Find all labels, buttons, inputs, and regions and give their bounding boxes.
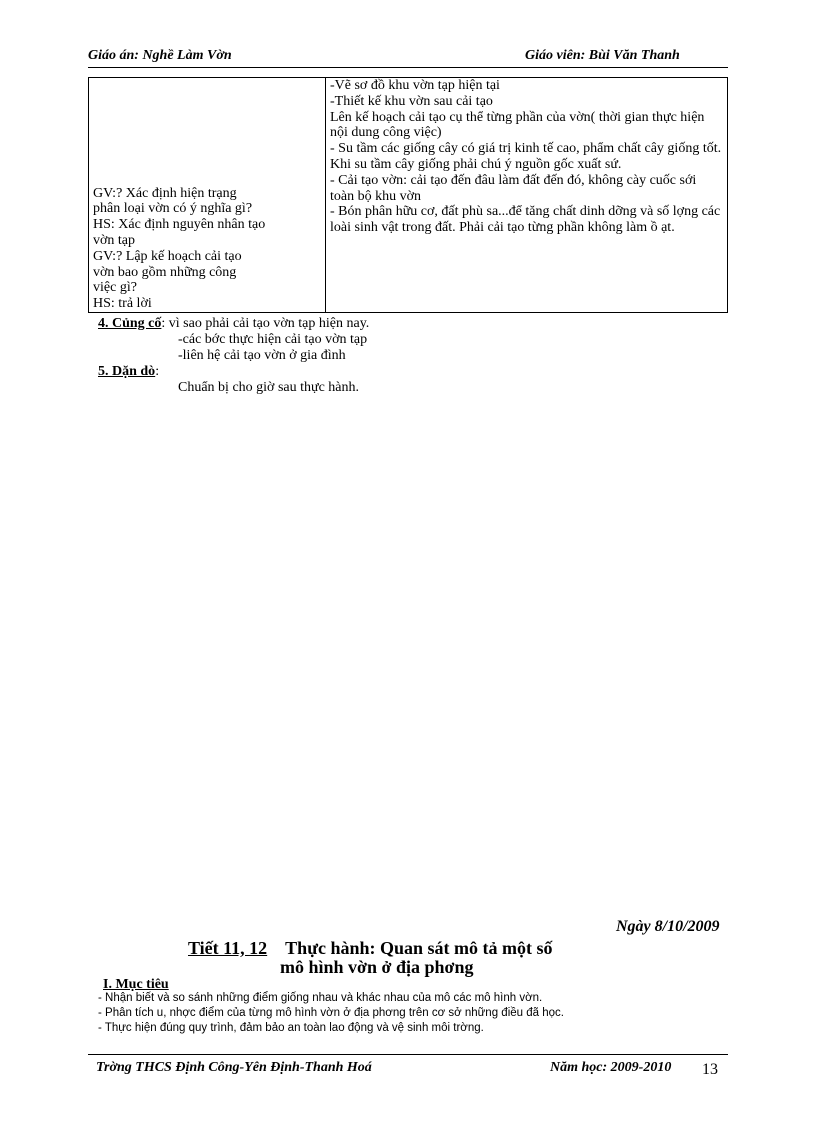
left-line: HS: Xác định nguyên nhân tạo [93, 217, 266, 233]
consolidation-label: 4. Củng cố [98, 316, 162, 331]
lesson-title-text: Thực hành: Quan sát mô tả một số [285, 938, 553, 958]
page-number: 13 [702, 1061, 718, 1078]
lesson-table [88, 77, 728, 313]
lesson-title-line-2: mô hình vờn ở địa phơng [280, 957, 474, 977]
consolidation-item: -liên hệ cải tạo vờn ở gia đình [178, 348, 346, 363]
footer-divider [88, 1054, 728, 1055]
content-cell [326, 78, 728, 313]
header-divider [88, 67, 728, 68]
homework-text: Chuẩn bị cho giờ sau thực hành. [178, 380, 360, 395]
left-line: GV:? Lập kế hoạch cải tạo [93, 248, 242, 264]
consolidation-text: : vì sao phải cải tạo vờn tạp hiện nay. [161, 316, 370, 331]
table-row [89, 78, 728, 313]
period-label: Tiết 11, 12 [188, 938, 268, 958]
consolidation-line [98, 316, 369, 332]
lesson-date: Ngày 8/10/2009 [616, 918, 720, 935]
right-paragraph: -Vẽ sơ đồ khu vờn tạp hiện tại [330, 78, 500, 93]
left-line: vờn tạp [93, 233, 136, 249]
objectives-heading: I. Mục tiêu [103, 977, 169, 992]
header-title-left: Giáo án: Nghề Làm Vờn [88, 48, 232, 63]
left-line: phân loại vờn có ý nghĩa gì? [93, 201, 253, 217]
left-line: GV:? Xác định hiện trạng [93, 185, 237, 201]
right-paragraph: - Bón phân hữu cơ, đất phù sa...để tăng chất dinh dỡng và số lợng các loài sinh vật trong đất. Phải cải tạo từng phần không làm ồ ạt. [330, 204, 721, 236]
consolidation-item: -các bớc thực hiện cải tạo vờn tạp [178, 332, 368, 347]
left-line: vờn bao gồm những công [93, 264, 237, 280]
right-paragraph: - Su tầm các giống cây có giá trị kinh tế cao, phẩm chất cây giống tốt. Khi su tầm cây giống phải chú ý nguồn gốc xuất sứ. [330, 141, 722, 172]
objective-item: - Nhận biết và so sánh những điểm giống nhau và khác nhau của mô các mô hình vờn. [98, 992, 543, 1004]
footer-school: Trờng THCS Định Công-Yên Định-Thanh Hoá [96, 1060, 372, 1075]
homework-label: 5. Dặn dò [98, 364, 156, 379]
homework-colon: : [155, 364, 160, 379]
right-paragraph: -Thiết kế khu vờn sau cải tạo [330, 93, 493, 109]
right-paragraph: Lên kế hoạch cải tạo cụ thể từng phần của vờn( thời gian thực hiện nội dung công việc) [330, 109, 705, 141]
homework-line [98, 364, 159, 380]
header-title-right: Giáo viên: Bùi Văn Thanh [525, 48, 680, 63]
objective-item: - Phân tích u, nhợc điểm của từng mô hình vờn ở địa phơng trên cơ sở những điều đã học. [98, 1007, 564, 1019]
lesson-title-line-1 [188, 938, 553, 959]
teacher-activity-cell [89, 78, 326, 313]
left-line: việc gì? [93, 280, 137, 296]
footer-school-year: Năm học: 2009-2010 [550, 1060, 672, 1075]
right-paragraph: - Cải tạo vờn: cải tạo đến đâu làm đất đến đó, không cày cuốc sới toàn bộ khu vờn [330, 172, 697, 204]
left-line: HS: trả lời [93, 296, 152, 312]
objective-item: - Thực hiện đúng quy trình, đảm bảo an toàn lao động và vệ sinh môi trờng. [98, 1022, 484, 1034]
